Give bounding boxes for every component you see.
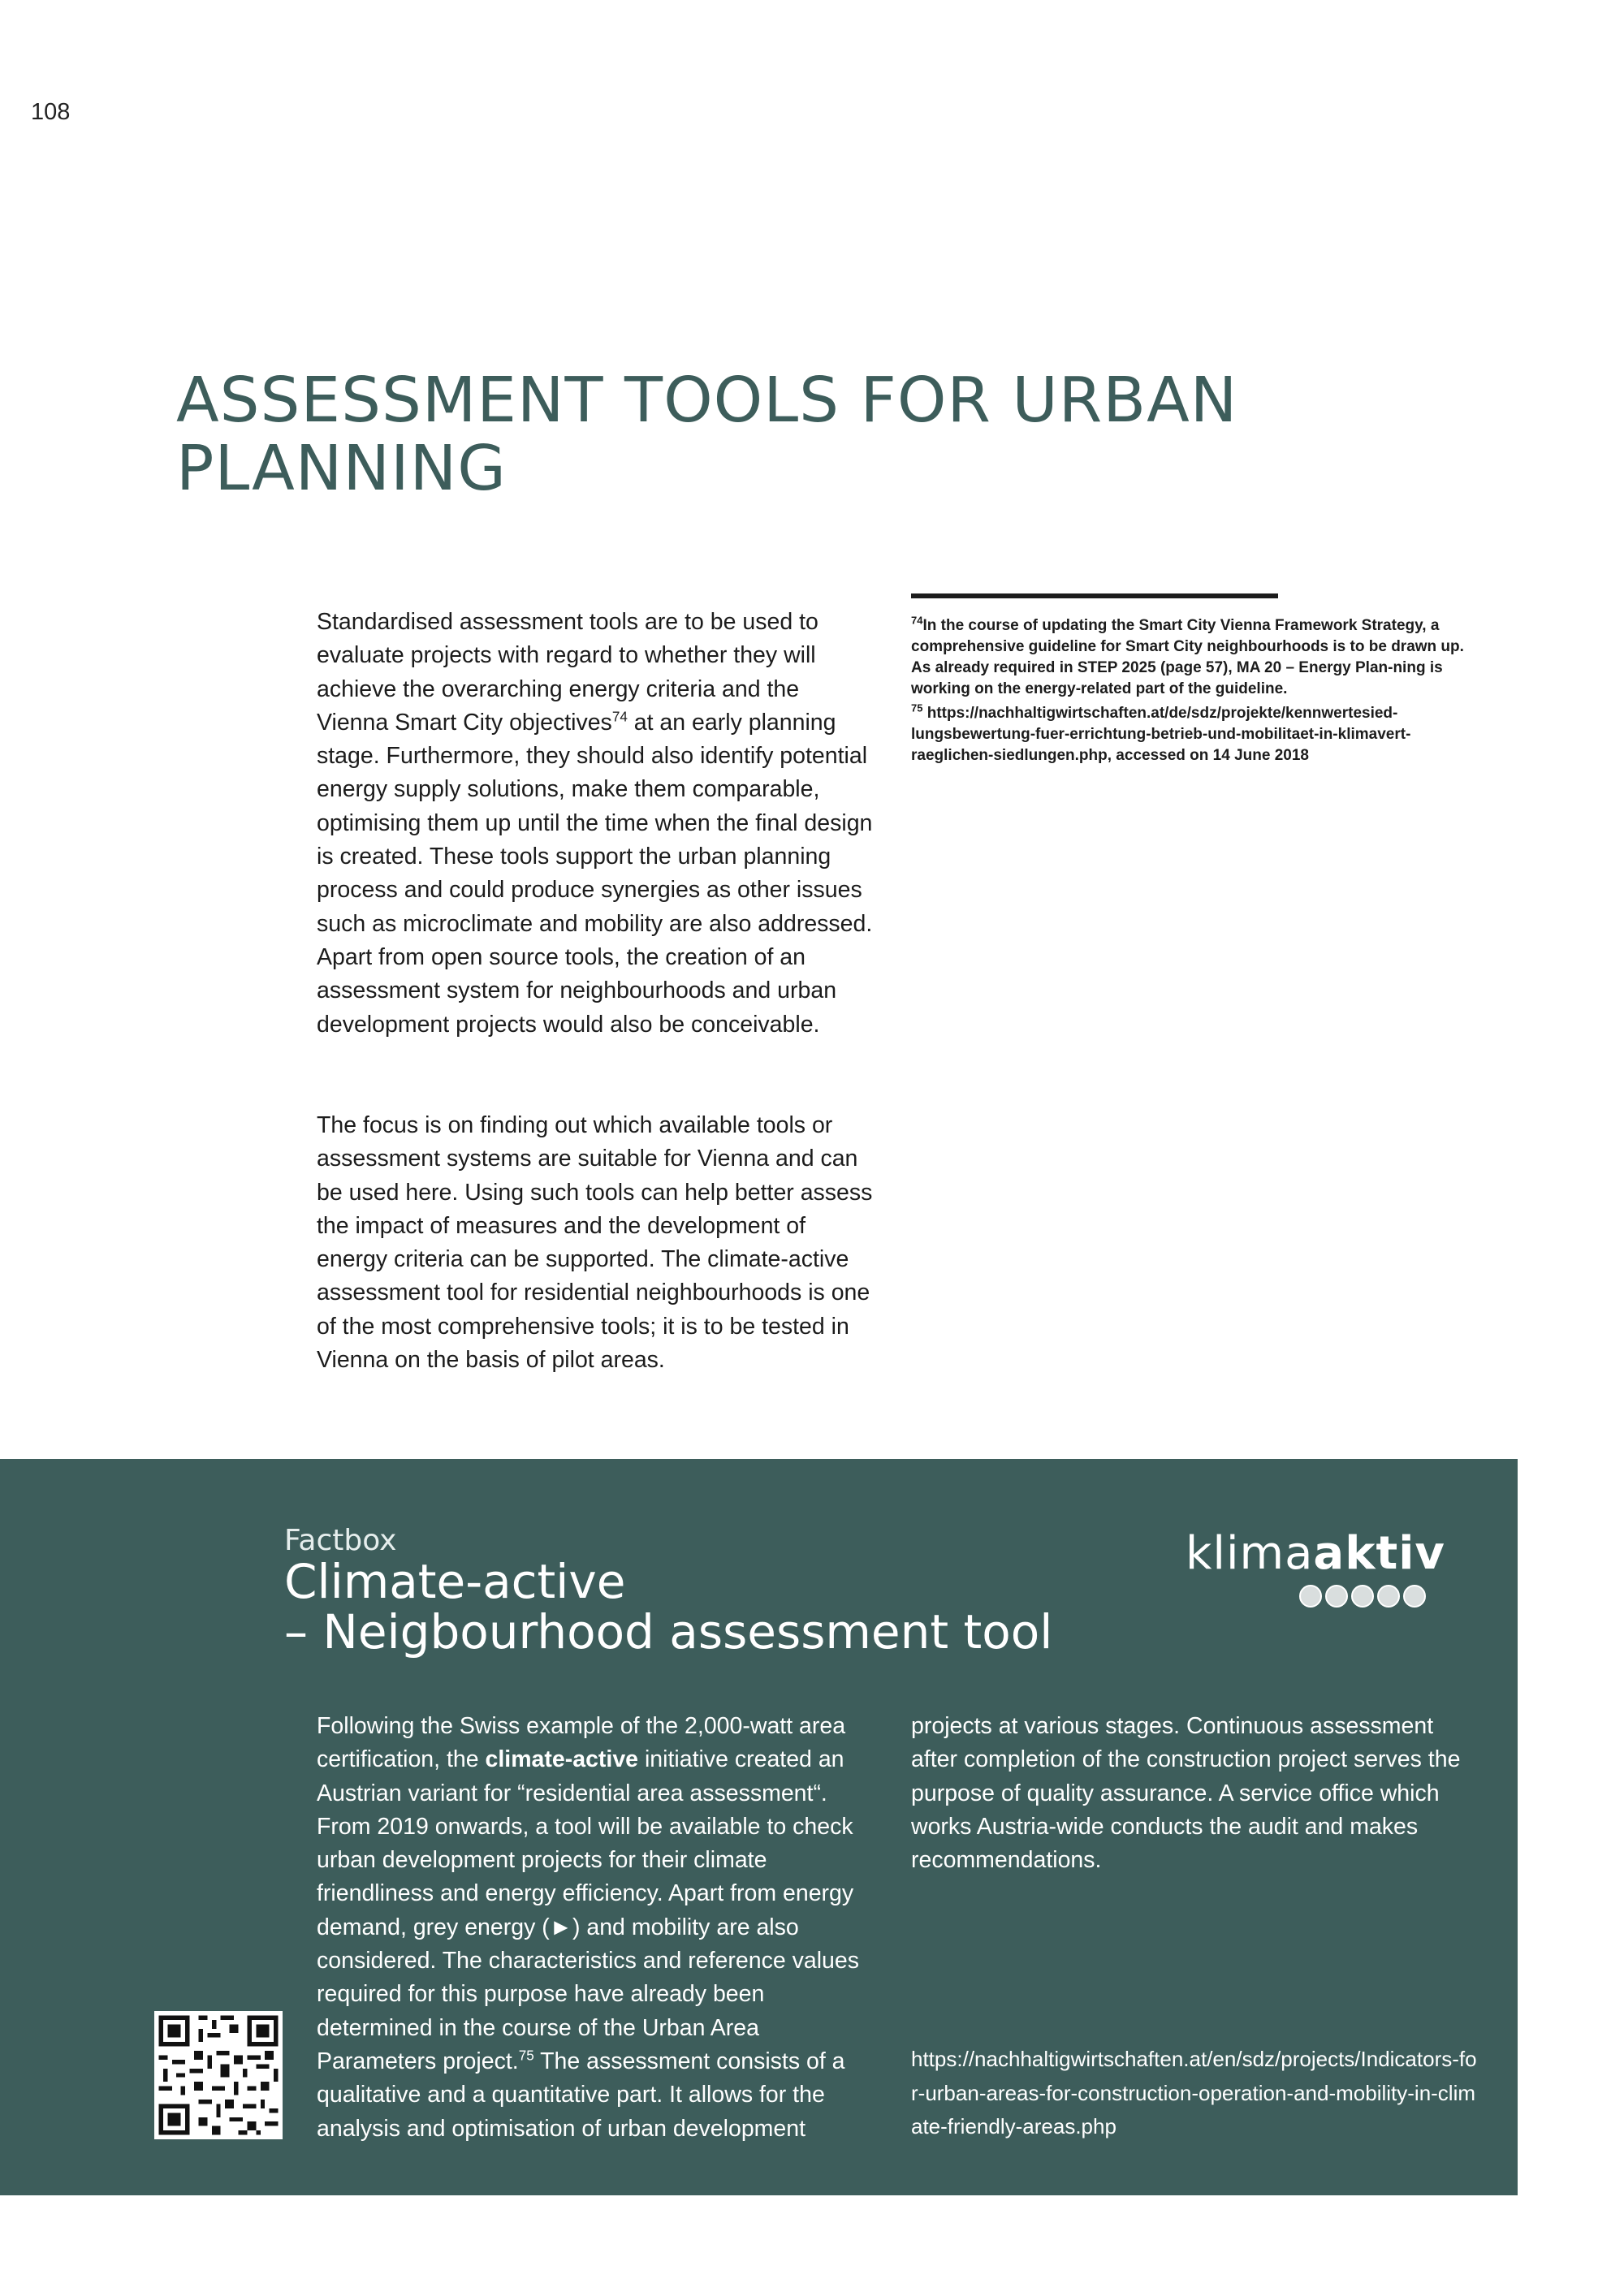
paragraph-1-text-a: Standardised assessment tools are to be used to evaluate projects with regard to whether they will achieve the overarching energy criteria and the Vienna Smart City objectives xyxy=(317,609,818,736)
footnote-ref-74[interactable]: 74 xyxy=(611,709,628,725)
footnote-text: In the course of updating the Smart City Vienna Framework Strategy, a comprehensive guideline for Smart City neighbourhoods is to be drawn up. As already required in STEP 2025 (page 57), MA 20 – Energy Plan-ning is working on the energy-related part of the guideline. xyxy=(911,617,1464,697)
footnote-number: 75 xyxy=(911,701,923,714)
footnotes xyxy=(911,615,1471,770)
paragraph-1-text-b: at an early planning stage. Furthermore, they should also identify potential energy supply solutions, make them comparable, optimising them up until the time when the final design is created. These tools support the urban planning process and could produce synergies as other issues such as microclimate and mobility are also addressed. Apart from open source tools, the creation of an assessment system for neighbourhoods and urban development projects would also be conceivable. xyxy=(317,709,873,1038)
factbox xyxy=(0,1459,1518,2195)
factbox-link[interactable]: https://nachhaltigwirtschaften.at/en/sdz/projects/Indicators-for-urban-areas-for-construction-operation-and-mobility-in-climate-friendly-areas.php xyxy=(911,2047,1477,2138)
factbox-column-2: projects at various stages. Continuous assessment after completion of the construction project serves the purpose of quality assurance. A service office which works Austria-wide conducts the audit and makes recommendations. xyxy=(911,1713,1461,1874)
factbox-text-b: initiative created an Austrian variant for “residential area assessment“. From 2019 onwards, a tool will be available to check urban development projects for their climate friendliness and energy efficiency. Apart from energy demand, grey energy (►) and mobility are also considered. The characteristics and reference values required for this purpose have already been determined in the course of the Urban Area Parameters project. xyxy=(317,1746,859,2074)
logo-text-light: klima xyxy=(1186,1527,1314,1580)
body-paragraph-2: The focus is on finding out which available tools or assessment systems are suitable for Vienna and can be used here. Using such tools can help better assess the impact of measures and the development of energy criteria can be supported. The climate-active assessment tool for residential neighbourhoods is one of the most comprehensive tools; it is to be tested in Vienna on the basis of pilot areas. xyxy=(317,1112,873,1374)
page-number: 108 xyxy=(31,99,71,125)
logo-dot xyxy=(1351,1585,1374,1608)
factbox-title xyxy=(284,1556,1052,1657)
factbox-title-line-1: Climate-active xyxy=(284,1554,626,1609)
footnote-number: 74 xyxy=(911,614,923,627)
logo-dot xyxy=(1299,1585,1322,1608)
footnote-divider xyxy=(911,593,1278,598)
footnote-74 xyxy=(911,615,1471,700)
page-title-line-1: ASSESSMENT TOOLS FOR URBAN xyxy=(176,365,1238,437)
logo-dot xyxy=(1403,1585,1426,1608)
factbox-column-1 xyxy=(317,1710,885,2146)
factbox-title-line-2: – Neigbourhood assessment tool xyxy=(284,1604,1053,1659)
page-title xyxy=(176,367,1394,503)
logo-dot xyxy=(1377,1585,1400,1608)
klimaaktiv-logo xyxy=(1186,1527,1445,1580)
body-paragraph-1 xyxy=(317,606,877,1042)
factbox-text-a: Following the Swiss example of the 2,000-watt area certification, the xyxy=(317,1713,846,1773)
footnote-ref-75[interactable]: 75 xyxy=(518,2048,534,2064)
footnote-text: https://nachhaltigwirtschaften.at/de/sdz/projekte/kennwertesied-lungsbewertung-fuer-errichtung-betrieb-und-mobilitaet-in-klimavert-raeglichen-siedlungen.php, accessed on 14 June 2018 xyxy=(911,705,1411,764)
footnote-75 xyxy=(911,703,1471,766)
factbox-label: Factbox xyxy=(284,1524,397,1557)
page-title-line-2: PLANNING xyxy=(176,433,507,505)
qr-code-icon[interactable] xyxy=(154,2011,283,2139)
logo-dots xyxy=(1299,1585,1426,1608)
factbox-bold-term: climate-active xyxy=(485,1746,639,1773)
logo-text-bold: aktiv xyxy=(1313,1527,1445,1580)
logo-dot xyxy=(1325,1585,1348,1608)
factbox-text-c: The assessment consists of a qualitative and a quantitative part. It allows for the analysis and optimisation of urban development xyxy=(317,2048,845,2142)
